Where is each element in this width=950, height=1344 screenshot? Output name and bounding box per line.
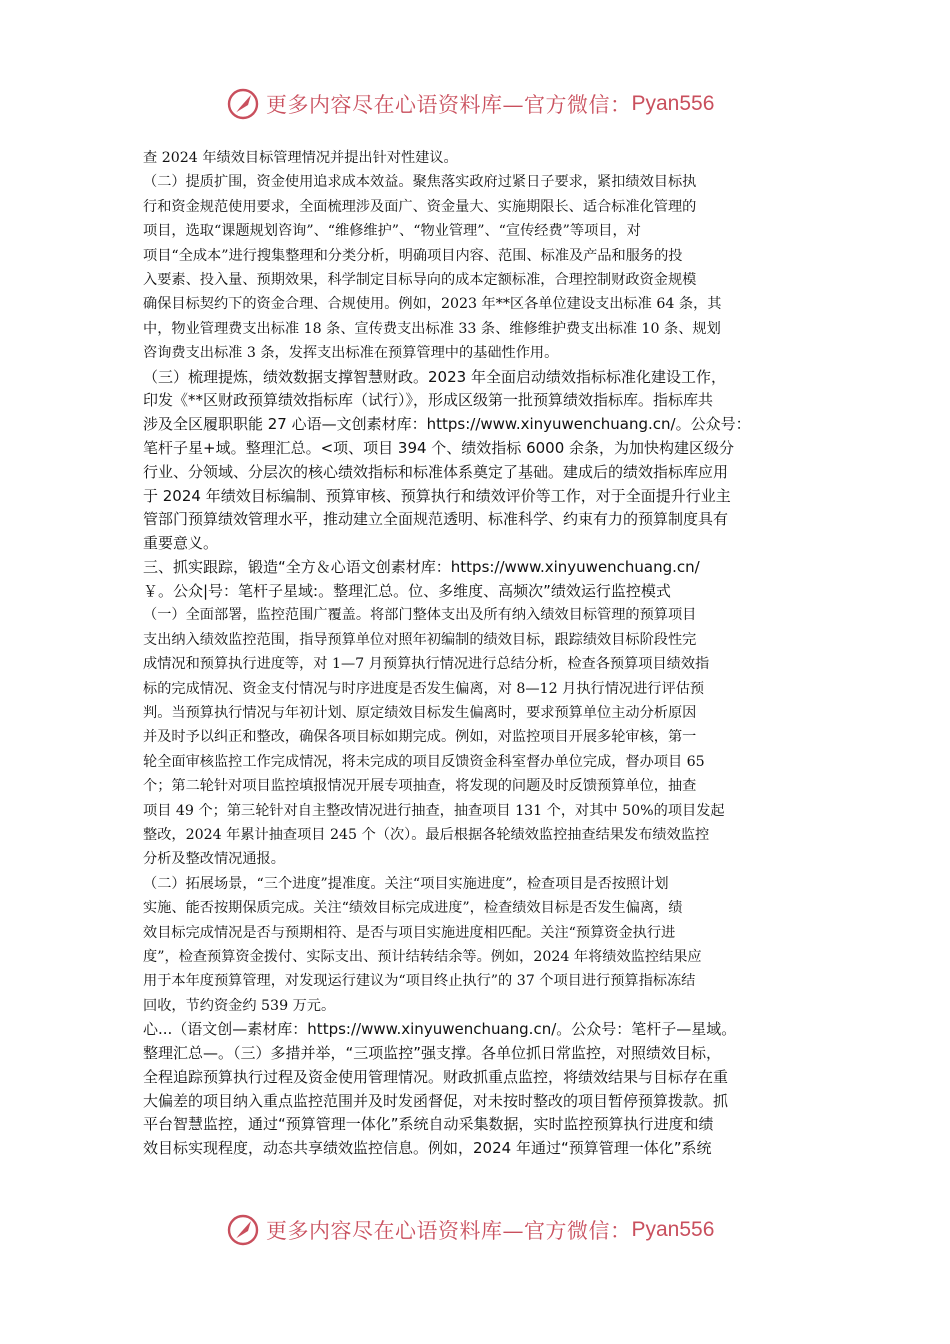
paragraph — [143, 603, 807, 871]
text-line: 管部门预算绩效管理水平，推动建立全面规范透明、标准科学、约束有力的预算制度具有 — [143, 510, 729, 529]
text-line: 支出纳入绩效监控范围，指导预算单位对照年初编制的绩效目标，跟踪绩效目标阶段性完 — [143, 631, 697, 648]
text-line: （三）梳理提炼，绩效数据支撑智慧财政。2023 年全面启动绩效指标标准化建设工作， — [143, 367, 726, 386]
text-line: ￥。公众|号：笔杆子星域:。整理汇总。位、多维度、高频次”绩效运行监控模式 — [143, 581, 671, 600]
text-line: 效目标完成情况是否与预期相符、是否与项目实施进度相匹配。关注“预算资金执行进 — [143, 924, 676, 941]
text-line: 项目，选取“课题规划咨询”、“维修维护”、“物业管理”、“宣传经费”等项目，对 — [143, 223, 641, 240]
text-line: 整改，2024 年累计抽查项目 245 个（次）。最后根据各轮绩效监控抽查结果发布绩效监控 — [143, 827, 710, 843]
text-line: 三、抓实跟踪，锻造“全方＆心语文创素材库：https://www.xinyuwenchuang.cn/ — [143, 557, 700, 576]
banner-wechat-id: Pyan556 — [631, 92, 715, 115]
text-line: 效目标实现程度，动态共享绩效监控信息。例如，2024 年通过“预算管理一体化”系统 — [143, 1139, 712, 1158]
banner-text: 更多内容尽在心语资料库—官方微信： — [266, 93, 632, 117]
text-line: 项目 49 个；第三轮针对自主整改情况进行抽查，抽查项目 131 个，对其中 50%的项目发起 — [143, 802, 725, 819]
quill-logo-icon — [226, 1213, 260, 1247]
footer-watermark-banner — [226, 1212, 714, 1248]
text-line: 行业、分领域、分层次的核心绩效指标和标准体系奠定了基础。建成后的绩效指标库应用 — [143, 462, 729, 481]
text-line: 实施、能否按期保质完成。关注“绩效目标完成进度”，检查绩效目标是否发生偏离，绩 — [143, 900, 683, 917]
text-line: 分析及整改情况通报。 — [143, 851, 285, 868]
text-line: 标的完成情况、资金支付情况与时序进度是否发生偏离，对 8—12 月执行情况进行评估预 — [143, 680, 705, 697]
banner-text: 更多内容尽在心语资料库—官方微信： — [266, 1219, 632, 1243]
text-line: 并及时予以纠正和整改，确保各项目标如期完成。例如，对监控项目开展多轮审核，第一 — [143, 729, 697, 746]
text-line: 印发《**区财政预算绩效指标库（试行）》，形成区级第一批预算绩效指标库。指标库共 — [143, 391, 714, 410]
text-line: 判。当预算执行情况与年初计划、原定绩效目标发生偏离时，要求预算单位主动分析原因 — [143, 705, 697, 722]
text-line: 咨询费支出标准 3 条，发挥支出标准在预算管理中的基础性作用。 — [143, 345, 559, 362]
text-line: 行和资金规范使用要求，全面梳理涉及面广、资金量大、实施期限长、适合标准化管理的 — [143, 198, 697, 215]
text-line: 中，物业管理费支出标准 18 条、宣传费支出标准 33 条、维修维护费支出标准 10 条、规划 — [143, 320, 721, 337]
text-line: 项目“全成本”进行搜集整理和分类分析，明确项目内容、范围、标准及产品和服务的投 — [143, 247, 683, 264]
text-line: （一）全面部署，监控范围广覆盖。将部门整体支出及所有纳入绩效目标管理的预算项目 — [143, 607, 697, 624]
text-line: （二）拓展场景，“三个进度”提准度。关注“项目实施进度”，检查项目是否按照计划 — [143, 875, 669, 892]
paragraph — [143, 170, 807, 365]
text-line: 回收，节约资金约 539 万元。 — [143, 997, 336, 1014]
paragraph — [143, 556, 807, 604]
quill-logo-icon — [226, 87, 260, 121]
text-line: 平台智慧监控，通过“预算管理一体化”系统自动采集数据，实时监控预算执行进度和绩 — [143, 1115, 714, 1134]
paragraph — [143, 366, 807, 556]
text-line: 确保目标契约下的资金合理、合规使用。例如，2023 年**区各单位建设支出标准 64 条，其 — [143, 296, 722, 313]
header-watermark-banner — [226, 86, 714, 122]
text-line: 大偏差的项目纳入重点监控范围并及时发函督促，对未按时整改的项目暂停预算拨款。抓 — [143, 1091, 729, 1110]
text-line: 轮全面审核监控工作完成情况，将未完成的项目反馈资金科室督办单位完成，督办项目 65 — [143, 753, 705, 770]
text-line: 笔杆子星+域。整理汇总。<项、项目 394 个、绩效指标 6000 余条，为加快构建区级分 — [143, 438, 735, 457]
text-line: 重要意义。 — [143, 534, 219, 553]
text-line: 成情况和预算执行进度等，对 1—7 月预算执行情况进行总结分析，检查各预算项目绩效指 — [143, 656, 710, 673]
text-line: 入要素、投入量、预期效果，科学制定目标导向的成本定额标准，合理控制财政资金规模 — [143, 271, 697, 288]
text-line: 涉及全区履职职能 27 心语—文创素材库：https://www.xinyuwenchuang.cn/。公众号： — [143, 415, 751, 434]
paragraph — [143, 146, 807, 170]
text-line: 个；第二轮针对项目监控填报情况开展专项抽查，将发现的问题及时反馈预算单位，抽查 — [143, 778, 697, 795]
text-line: 度”，检查预算资金拨付、实际支出、预计结转结余等。例如，2024 年将绩效监控结果应 — [143, 948, 702, 965]
text-line: 整理汇总—。（三）多措并举，“三项监控”强支撑。各单位抓日常监控，对照绩效目标， — [143, 1043, 722, 1062]
banner-wechat-id: Pyan556 — [631, 1218, 715, 1241]
paragraph — [143, 1018, 807, 1161]
text-line: 于 2024 年绩效目标编制、预算审核、预算执行和绩效评价等工作，对于全面提升行业主 — [143, 486, 731, 505]
text-line: （二）提质扩围，资金使用追求成本效益。聚焦落实政府过紧日子要求，紧扣绩效目标执 — [143, 174, 697, 191]
text-line: 心...（语文创—素材库：https://www.xinyuwenchuang.cn/。公众号：笔杆子—星域。 — [143, 1020, 737, 1039]
paragraph — [143, 872, 807, 1018]
document-body — [143, 146, 807, 1161]
text-line: 全程追踪预算执行过程及资金使用管理情况。财政抓重点监控，将绩效结果与目标存在重 — [143, 1067, 729, 1086]
text-line: 用于本年度预算管理，对发现运行建议为“项目终止执行”的 37 个项目进行预算指标冻结 — [143, 973, 696, 990]
text-line: 查 2024 年绩效目标管理情况并提出针对性建议。 — [143, 150, 458, 166]
